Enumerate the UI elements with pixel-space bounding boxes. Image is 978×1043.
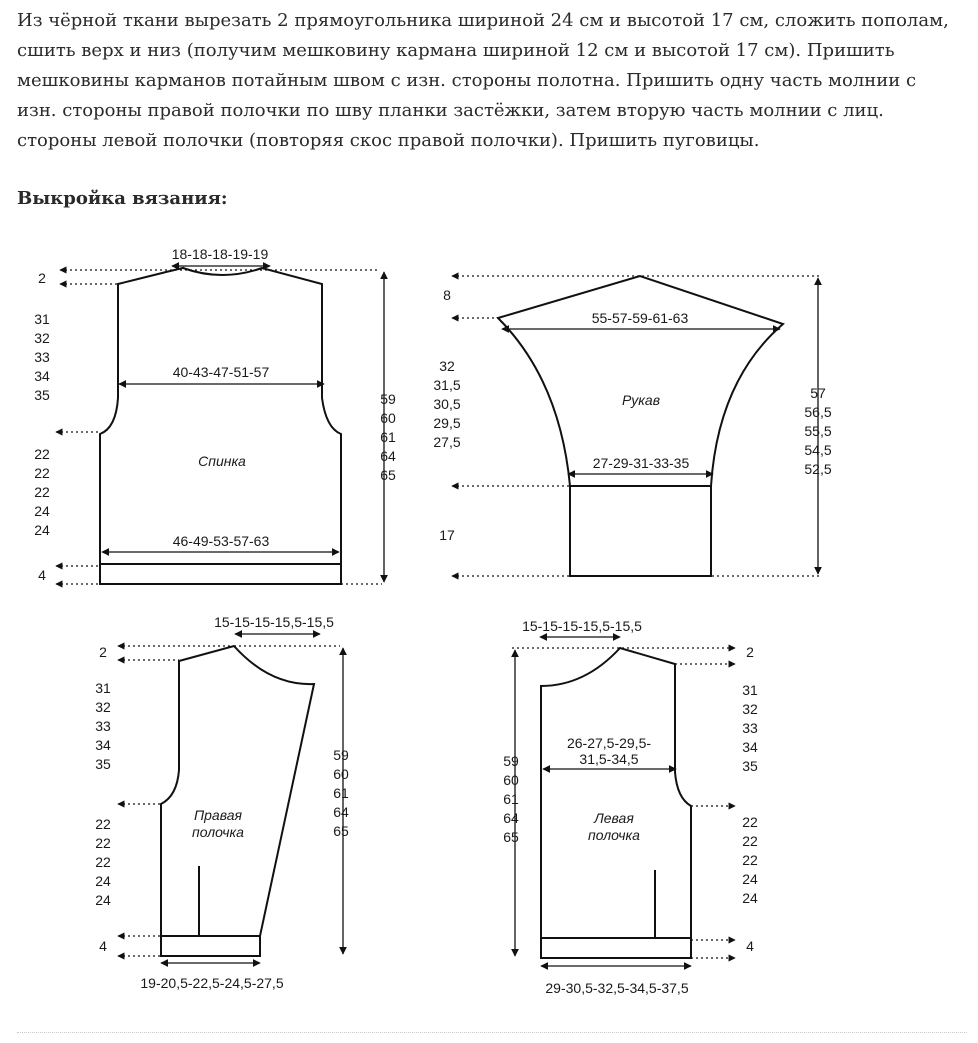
sleeve-cap-height: 8: [443, 287, 451, 303]
svg-text:31: 31: [95, 680, 111, 696]
left-front-label-line2: полочка: [588, 827, 640, 843]
svg-text:22: 22: [95, 854, 111, 870]
divider: [17, 1032, 967, 1033]
svg-text:64: 64: [380, 448, 396, 464]
svg-text:32: 32: [742, 701, 758, 717]
left-front-side-values: [742, 814, 758, 906]
svg-text:31: 31: [742, 682, 758, 698]
svg-text:57: 57: [810, 385, 826, 401]
right-front-hem-width: 19-20,5-22,5-24,5-27,5: [140, 975, 284, 991]
right-front-length-values: [333, 747, 349, 839]
intro-line: изн. стороны правой полочки по шву планки застёжки, затем вторую часть молнии с лиц.: [17, 100, 884, 121]
svg-text:24: 24: [95, 873, 111, 889]
svg-text:24: 24: [742, 890, 758, 906]
svg-text:54,5: 54,5: [804, 442, 832, 458]
intro-line: сшить верх и низ (получим мешковину кармана шириной 12 см и высотой 17 см). Пришить: [17, 40, 895, 61]
svg-text:22: 22: [95, 816, 111, 832]
svg-text:22: 22: [34, 465, 50, 481]
sleeve-cap-side-values: [433, 358, 460, 450]
svg-text:64: 64: [503, 810, 519, 826]
left-front-chest-width-line1: 26-27,5-29,5-: [566, 735, 652, 751]
svg-text:22: 22: [95, 835, 111, 851]
left-front-armhole-values: [742, 682, 758, 774]
svg-text:22: 22: [34, 484, 50, 500]
svg-text:61: 61: [380, 429, 396, 445]
svg-text:22: 22: [34, 446, 50, 462]
svg-text:31,5: 31,5: [433, 377, 461, 393]
svg-text:61: 61: [333, 785, 349, 801]
svg-text:29,5: 29,5: [433, 415, 461, 431]
svg-text:59: 59: [503, 753, 519, 769]
sleeve-cuff-width: 27-29-31-33-35: [592, 455, 690, 471]
left-front-chest-width-line2: 31,5-34,5: [579, 751, 639, 767]
back-piece: [34, 246, 396, 584]
svg-text:24: 24: [95, 892, 111, 908]
svg-text:35: 35: [742, 758, 758, 774]
sleeve-piece: [433, 276, 831, 576]
svg-text:61: 61: [503, 791, 519, 807]
left-front-band-height: 4: [746, 938, 754, 954]
intro-line: мешковины карманов потайным швом с изн. стороны полотна. Пришить одну часть молнии с: [17, 70, 917, 91]
svg-text:59: 59: [380, 391, 396, 407]
svg-text:22: 22: [742, 833, 758, 849]
right-front-label: Правая: [194, 807, 242, 823]
left-front-shoulder-width: 15-15-15-15,5-15,5: [522, 618, 642, 634]
svg-text:24: 24: [742, 871, 758, 887]
knitting-pattern-diagram: [0, 228, 978, 1008]
section-heading: Выкройка вязания:: [17, 188, 228, 209]
svg-text:22: 22: [742, 852, 758, 868]
intro-line: стороны левой полочки (повторяя скос правой полочки). Пришить пуговицы.: [17, 130, 760, 151]
svg-text:65: 65: [380, 467, 396, 483]
svg-text:33: 33: [742, 720, 758, 736]
svg-text:60: 60: [503, 772, 519, 788]
back-top-height: 2: [38, 270, 46, 286]
back-chest-width: 40-43-47-51-57: [172, 364, 270, 380]
back-side-values: [34, 446, 50, 538]
svg-text:65: 65: [503, 829, 519, 845]
sleeve-top-width: 55-57-59-61-63: [591, 310, 689, 326]
svg-text:60: 60: [380, 410, 396, 426]
svg-text:33: 33: [34, 349, 50, 365]
back-label: Спинка: [198, 453, 246, 469]
svg-text:33: 33: [95, 718, 111, 734]
right-front-label-line2: полочка: [192, 824, 244, 840]
left-front-piece: [503, 618, 758, 996]
left-front-hem-width: 29-30,5-32,5-34,5-37,5: [545, 980, 689, 996]
svg-text:60: 60: [333, 766, 349, 782]
right-front-armhole-values: [95, 680, 111, 772]
svg-text:34: 34: [95, 737, 111, 753]
back-hem-width: 46-49-53-57-63: [172, 533, 270, 549]
right-front-outline: [161, 646, 314, 956]
svg-text:27,5: 27,5: [433, 434, 461, 450]
svg-text:65: 65: [333, 823, 349, 839]
left-front-label-line1: Левая: [594, 810, 634, 826]
intro-line: Из чёрной ткани вырезать 2 прямоугольника шириной 24 см и высотой 17 см, сложить пополам,: [17, 10, 949, 31]
svg-text:31: 31: [34, 311, 50, 327]
left-front-top-height: 2: [746, 644, 754, 660]
svg-text:55,5: 55,5: [804, 423, 832, 439]
intro-paragraph: [17, 6, 962, 156]
svg-text:35: 35: [95, 756, 111, 772]
svg-text:52,5: 52,5: [804, 461, 832, 477]
svg-text:34: 34: [34, 368, 50, 384]
back-armhole-values: [34, 311, 50, 403]
svg-text:64: 64: [333, 804, 349, 820]
svg-text:32: 32: [34, 330, 50, 346]
svg-text:22: 22: [742, 814, 758, 830]
svg-text:24: 24: [34, 503, 50, 519]
svg-text:32: 32: [439, 358, 455, 374]
right-front-shoulder-width: 15-15-15-15,5-15,5: [214, 614, 334, 630]
back-length-values: [380, 391, 396, 483]
sleeve-label: Рукав: [621, 392, 661, 408]
right-front-top-height: 2: [99, 644, 107, 660]
svg-text:34: 34: [742, 739, 758, 755]
right-front-side-values: [95, 816, 111, 908]
left-front-length-values: [503, 753, 519, 845]
right-front-piece: [95, 614, 349, 991]
svg-text:35: 35: [34, 387, 50, 403]
back-neck-width: 18-18-18-19-19: [171, 246, 269, 262]
svg-text:32: 32: [95, 699, 111, 715]
svg-text:24: 24: [34, 522, 50, 538]
svg-text:30,5: 30,5: [433, 396, 461, 412]
svg-text:56,5: 56,5: [804, 404, 832, 420]
back-band-height: 4: [38, 567, 46, 583]
svg-text:59: 59: [333, 747, 349, 763]
right-front-band-height: 4: [99, 938, 107, 954]
left-front-outline: [541, 648, 691, 958]
sleeve-cuff-height: 17: [439, 527, 455, 543]
sleeve-length-values: [804, 385, 831, 477]
